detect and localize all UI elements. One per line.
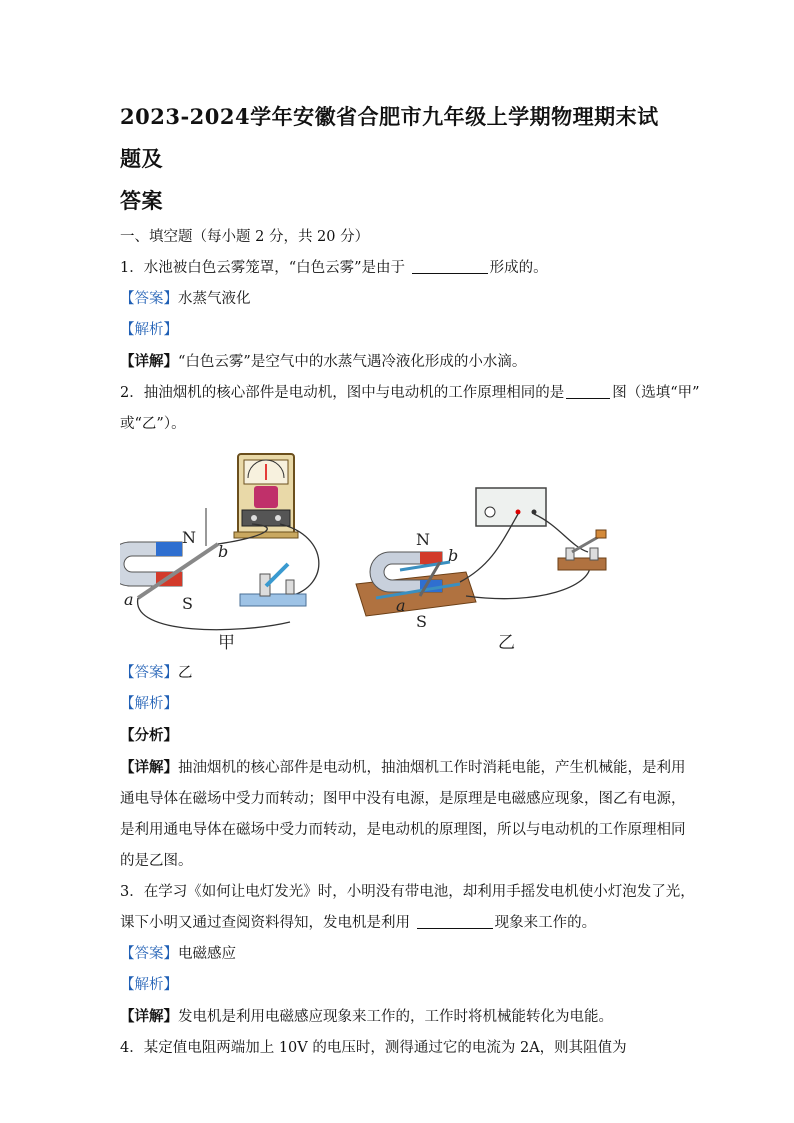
q2-stem-line1: [120, 378, 700, 409]
q1-detail: “白色云雾”是空气中的水蒸气遇冷液化形成的小水滴。: [178, 354, 527, 370]
q3-analysis-line: [120, 970, 680, 1001]
q1-detail-line: [120, 346, 680, 378]
fig2-label-a: a: [396, 596, 406, 615]
fig2-caption: 乙: [498, 633, 515, 653]
q3-stem-line2: [120, 908, 680, 939]
q1-analysis-line: [120, 315, 680, 346]
q1-answer-tag: 【答案】: [120, 291, 178, 307]
fig1-label-S: S: [182, 594, 193, 613]
power-supply-icon: [476, 488, 546, 526]
horseshoe-magnet-icon: [120, 542, 182, 586]
q3-answer-line: [120, 939, 680, 970]
q2-answer: 乙: [178, 665, 193, 681]
q1-blank: [412, 259, 488, 274]
q2-fenxi-tag: 【分析】: [120, 727, 178, 744]
q2-figure: [120, 446, 680, 656]
q1-answer: 水蒸气液化: [178, 291, 251, 307]
q3-analysis-tag: 【解析】: [120, 977, 178, 993]
q2-detail-tag: 【详解】: [120, 759, 178, 776]
q4-stem-line1: 4．某定值电阻两端加上 10V 的电压时，测得通过它的电流为 2A，则其阻值为: [120, 1040, 627, 1056]
q2-fenxi-line: [120, 720, 680, 752]
fig1-caption: 甲: [218, 633, 235, 653]
q1-detail-tag: 【详解】: [120, 353, 178, 370]
q3-detail: 发电机是利用电磁感应现象来工作的，工作时将机械能转化为电能。: [178, 1009, 613, 1025]
q3-detail-tag: 【详解】: [120, 1008, 178, 1025]
q3-blank: [417, 914, 493, 929]
q3-answer: 电磁感应: [178, 946, 236, 962]
fig1-label-a: a: [124, 590, 134, 609]
doc-title-line1: 2023-2024学年安徽省合肥市九年级上学期物理期末试题及: [120, 104, 659, 171]
q2-detail-text1: 抽油烟机的核心部件是电动机，抽油烟机工作时消耗电能，产生机械能，是利用: [178, 760, 686, 776]
switch-icon: [240, 564, 306, 606]
q2-answer-tag: 【答案】: [120, 665, 178, 681]
q2-analysis-tag: 【解析】: [120, 696, 178, 712]
q2-text-after: 图（选填“甲”: [612, 385, 700, 401]
q2-figure-drawing: [120, 446, 680, 656]
document-page: [120, 96, 700, 1064]
fig1-label-N: N: [182, 528, 196, 547]
q2-analysis-line: [120, 689, 680, 720]
doc-title-line2: 答案: [120, 188, 163, 213]
q2-blank: [566, 384, 610, 399]
fig2-label-b: b: [448, 546, 459, 565]
galvanometer-icon: [234, 454, 298, 538]
section-heading: 一、填空题（每小题 2 分，共 20 分）: [120, 229, 370, 245]
fig2-label-S: S: [416, 612, 427, 631]
q1-answer-line: [120, 284, 680, 315]
q2-detail-line1: [120, 752, 686, 784]
q2-detail-line4: 的是乙图。: [120, 853, 193, 869]
q2-text-before: 2．抽油烟机的核心部件是电动机，图中与电动机的工作原理相同的是: [120, 385, 565, 401]
q2-stem-line2: 或“乙”）。: [120, 416, 186, 432]
q3-text-after: 现象来工作的。: [494, 915, 597, 931]
q2-detail-line2: 通电导体在磁场中受力而转动；图甲中没有电源，是原理是电磁感应现象，图乙有电源，: [120, 791, 686, 807]
q1-text-before: 1．水池被白色云雾笼罩，“白色云雾”是由于: [120, 260, 406, 276]
q1-stem: [120, 253, 680, 284]
fig1-label-b: b: [218, 542, 229, 561]
q2-detail-line3: 是利用通电导体在磁场中受力而转动，是电动机的原理图，所以与电动机的工作原理相同: [120, 822, 686, 838]
horseshoe-magnet-icon-2: [370, 552, 442, 592]
q3-stem-line1: 3．在学习《如何让电灯发光》时，小明没有带电池，却利用手摇发电机使小灯泡发了光，: [120, 884, 695, 900]
q2-answer-line: [120, 658, 680, 689]
fig2-label-N: N: [416, 530, 430, 549]
q3-detail-line: [120, 1001, 680, 1033]
q1-analysis-tag: 【解析】: [120, 322, 178, 338]
q1-text-after: 形成的。: [489, 260, 548, 276]
q3-text-before: 课下小明又通过查阅资料得知，发电机是利用: [120, 915, 410, 931]
q3-answer-tag: 【答案】: [120, 946, 178, 962]
